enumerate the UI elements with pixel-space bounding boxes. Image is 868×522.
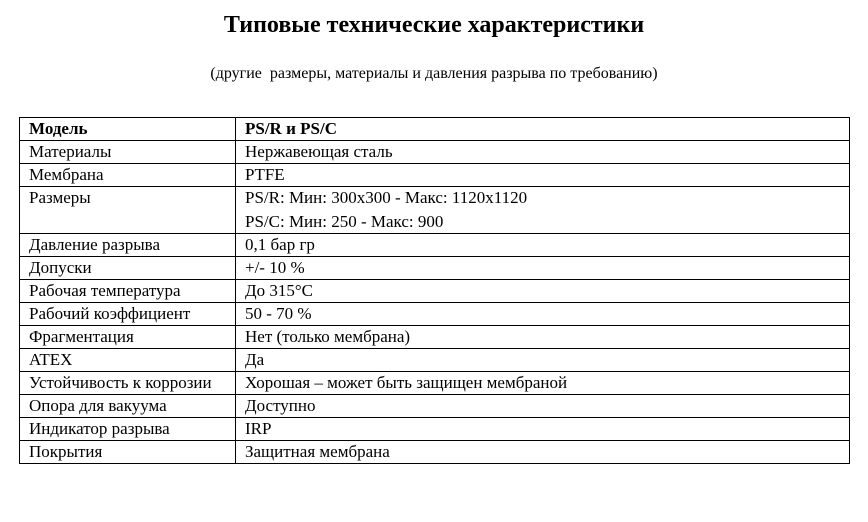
row-label: Допуски [20, 257, 236, 280]
table-row [20, 187, 850, 234]
row-value: Нет (только мембрана) [236, 326, 850, 349]
row-value: 0,1 бар гр [236, 234, 850, 257]
table-row [20, 372, 850, 395]
row-value-line: PS/R: Мин: 300x300 - Макс: 1120x1120 [245, 188, 528, 207]
row-label: Рабочая температура [20, 280, 236, 303]
row-label: Размеры [20, 187, 236, 234]
row-label: ATEX [20, 349, 236, 372]
row-label: Давление разрыва [20, 234, 236, 257]
table-row [20, 164, 850, 187]
row-value: До 315°C [236, 280, 850, 303]
table-row [20, 141, 850, 164]
document-title: Типовые технические характеристики [223, 12, 645, 38]
header-label-cell: Модель [20, 118, 236, 141]
table-row [20, 418, 850, 441]
specifications-table [19, 117, 850, 464]
row-value: +/- 10 % [236, 257, 850, 280]
row-value: Да [236, 349, 850, 372]
row-value: Защитная мембрана [236, 441, 850, 464]
table-row [20, 257, 850, 280]
table-row [20, 441, 850, 464]
row-value: Доступно [236, 395, 850, 418]
table-row [20, 303, 850, 326]
row-value [236, 187, 850, 234]
table-row [20, 349, 850, 372]
row-value: 50 - 70 % [236, 303, 850, 326]
table-header-row [20, 118, 850, 141]
row-label: Покрытия [20, 441, 236, 464]
header-value-cell: PS/R и PS/C [236, 118, 850, 141]
row-value: IRP [236, 418, 850, 441]
table-row [20, 234, 850, 257]
document-subtitle: (другие размеры, материалы и давления разрыва по требованию) [210, 65, 658, 82]
row-label: Устойчивость к коррозии [20, 372, 236, 395]
table-row [20, 326, 850, 349]
row-label: Мембрана [20, 164, 236, 187]
row-label: Материалы [20, 141, 236, 164]
row-label: Опора для вакуума [20, 395, 236, 418]
row-label: Рабочий коэффициент [20, 303, 236, 326]
row-value: Хорошая – может быть защищен мембраной [236, 372, 850, 395]
table-row [20, 395, 850, 418]
table-row [20, 280, 850, 303]
row-label: Фрагментация [20, 326, 236, 349]
row-value: PTFE [236, 164, 850, 187]
row-value-line: PS/C: Мин: 250 - Макс: 900 [245, 212, 444, 231]
row-value: Нержавеющая сталь [236, 141, 850, 164]
row-label: Индикатор разрыва [20, 418, 236, 441]
